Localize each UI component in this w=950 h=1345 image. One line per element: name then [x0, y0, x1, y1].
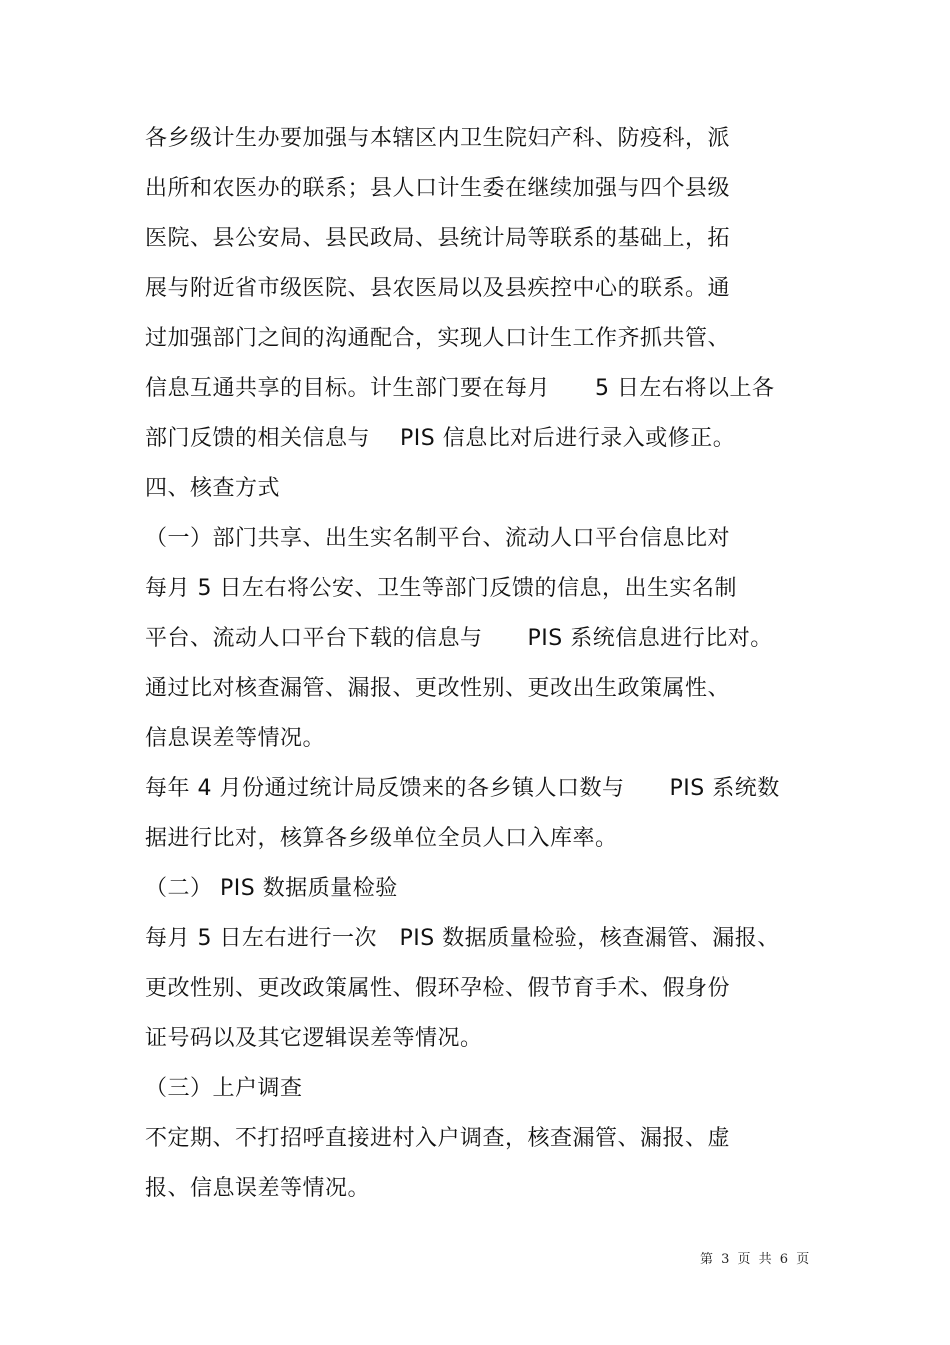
- text-line: 报、信息误差等情况。: [145, 1176, 371, 1201]
- text-line: 每年 4 月份通过统计局反馈来的各乡镇人口数与 PIS 系统数: [145, 776, 780, 801]
- text-line: 每月 5 日左右进行一次 PIS 数据质量检验，核查漏管、漏报、: [145, 926, 780, 951]
- text-line: 出所和农医办的联系；县人口计生委在继续加强与四个县级: [145, 176, 731, 201]
- text-line: 各乡级计生办要加强与本辖区内卫生院妇产科、防疫科，派: [145, 126, 731, 151]
- text-line: 不定期、不打招呼直接进村入户调查，核查漏管、漏报、虚: [145, 1126, 731, 1151]
- text-line: 据进行比对，核算各乡级单位全员人口入库率。: [145, 826, 618, 851]
- text-line: 通过比对核查漏管、漏报、更改性别、更改出生政策属性、: [145, 676, 731, 701]
- text-line: 证号码以及其它逻辑误差等情况。: [145, 1026, 483, 1051]
- text-line: 信息互通共享的目标。计生部门要在每月 5 日左右将以上各: [145, 376, 775, 401]
- page-number-footer: 第 3 页 共 6 页: [700, 1252, 812, 1267]
- text-line: 更改性别、更改政策属性、假环孕检、假节育手术、假身份: [145, 976, 731, 1001]
- text-line: 医院、县公安局、县民政局、县统计局等联系的基础上，拓: [145, 226, 731, 251]
- text-line: 信息误差等情况。: [145, 726, 326, 751]
- section-heading: 四、核查方式: [145, 476, 281, 501]
- text-line: 展与附近省市级医院、县农医局以及县疾控中心的联系。通: [145, 276, 731, 301]
- subsection-heading: （二） PIS 数据质量检验: [145, 876, 398, 901]
- text-line: 平台、流动人口平台下载的信息与 PIS 系统信息进行比对。: [145, 626, 773, 651]
- text-line: 每月 5 日左右将公安、卫生等部门反馈的信息，出生实名制: [145, 576, 737, 601]
- subsection-heading: （三）上户调查: [145, 1076, 303, 1101]
- text-line: 过加强部门之间的沟通配合，实现人口计生工作齐抓共管、: [145, 326, 731, 351]
- subsection-heading: （一）部门共享、出生实名制平台、流动人口平台信息比对: [145, 526, 731, 551]
- text-line: 部门反馈的相关信息与 PIS 信息比对后进行录入或修正。: [145, 426, 736, 451]
